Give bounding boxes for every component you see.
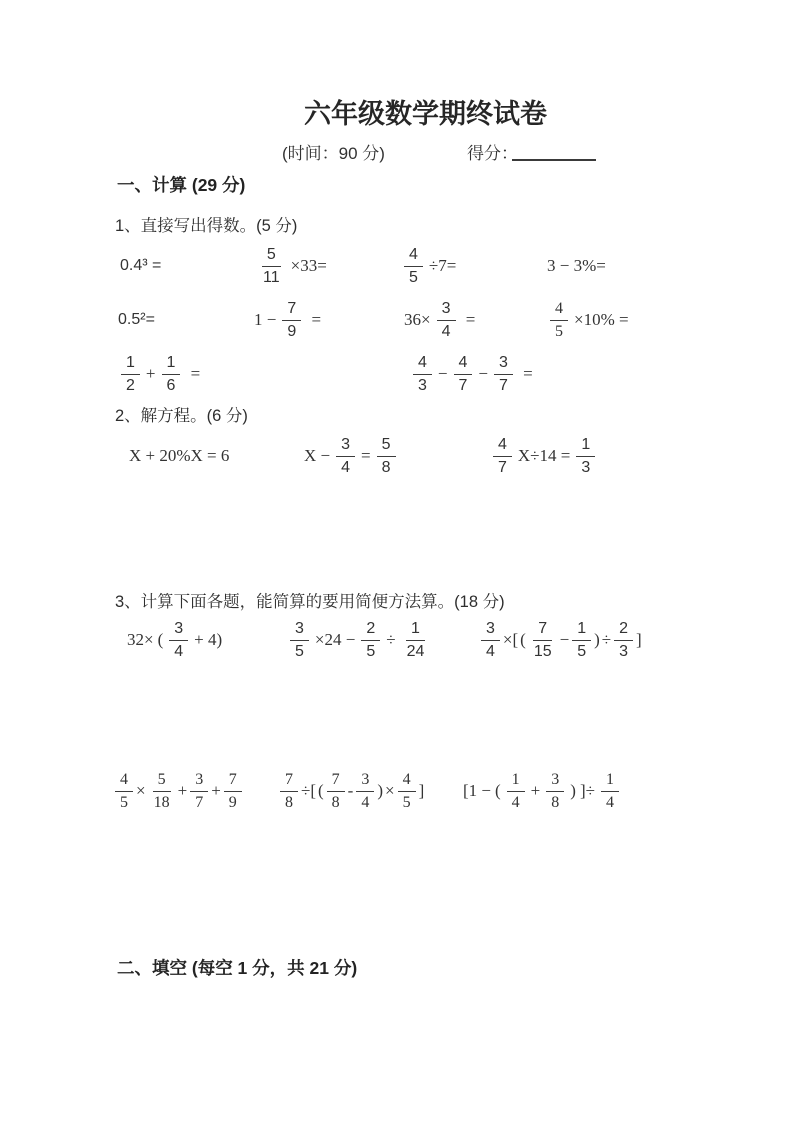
fraction-numerator: 7	[280, 771, 298, 792]
math-text: )	[570, 781, 576, 800]
fraction-numerator: 1	[406, 620, 425, 641]
fraction-denominator: 8	[551, 793, 560, 811]
question-1-label: 1、直接写出得数。(5 分)	[115, 217, 298, 235]
question-3-label: 3、计算下面各题，能简算的要用简便方法算。(18 分)	[115, 593, 505, 611]
time-limit-label: (时间：90 分)	[282, 144, 385, 163]
fraction-numerator: 3	[494, 354, 513, 375]
fraction	[361, 620, 380, 661]
fraction-numerator: 1	[121, 354, 140, 375]
math-text: (	[318, 781, 324, 800]
score-label: 得分：	[467, 144, 518, 163]
expression-q2c1	[127, 430, 231, 482]
math-text: ]÷	[579, 781, 595, 800]
fraction-numerator: 3	[546, 771, 564, 792]
fraction-numerator: 5	[153, 771, 171, 792]
math-text: 0.5²=	[118, 311, 155, 328]
fraction-denominator: 9	[228, 793, 237, 811]
fraction-numerator: 1	[162, 354, 181, 375]
expression-q1r2c4	[546, 294, 631, 346]
expression-q1r1c1	[118, 240, 163, 292]
math-text: +	[177, 781, 188, 800]
fraction	[546, 771, 564, 812]
expression-q3r1c3	[479, 614, 643, 666]
math-text: =	[461, 310, 476, 329]
fraction	[336, 436, 355, 477]
fraction	[404, 246, 423, 287]
fraction-denominator: 8	[285, 793, 293, 811]
fraction-numerator: 4	[115, 771, 133, 792]
math-text: ÷	[386, 630, 396, 649]
math-text: + 4)	[194, 630, 223, 649]
math-text: )	[594, 630, 600, 649]
fraction-numerator: 2	[361, 620, 380, 641]
math-text: ÷7=	[428, 256, 457, 275]
fraction-numerator: 4	[454, 354, 473, 375]
fraction-numerator: 1	[601, 771, 619, 792]
math-text: X −	[304, 446, 331, 465]
fraction-denominator: 4	[511, 793, 520, 811]
fraction	[377, 436, 396, 477]
math-text: ]	[636, 630, 642, 649]
expression-q3r1c2	[286, 614, 433, 666]
fraction	[398, 771, 416, 812]
fraction	[494, 354, 513, 395]
math-text: =	[361, 446, 371, 465]
math-text: [1 −	[463, 781, 491, 800]
fraction-numerator: 1	[572, 620, 591, 641]
fraction	[280, 771, 298, 812]
expression-q3r2c3	[461, 765, 623, 817]
fraction-numerator: 3	[481, 620, 500, 641]
math-text: 32×	[127, 630, 154, 649]
expression-q2c2	[302, 430, 400, 482]
question-2-label: 2、解方程。(6 分)	[115, 407, 248, 425]
fraction-denominator: 5	[577, 642, 587, 660]
fraction	[149, 771, 175, 812]
fraction-denominator: 24	[406, 642, 425, 660]
fraction	[507, 771, 525, 812]
math-text: =	[186, 364, 201, 383]
fraction-denominator: 5	[366, 642, 376, 660]
math-text: X + 20%X = 6	[129, 446, 230, 465]
fraction-numerator: 7	[327, 771, 345, 792]
math-text: =	[518, 364, 533, 383]
fraction-numerator: 4	[398, 771, 416, 792]
math-text: ×10% =	[574, 310, 629, 329]
fraction-denominator: 7	[499, 376, 508, 394]
math-text: +	[145, 364, 156, 383]
fraction	[454, 354, 473, 395]
fraction-numerator: 3	[336, 436, 355, 457]
fraction-denominator: 3	[418, 376, 427, 394]
fraction	[356, 771, 374, 812]
fraction	[529, 620, 557, 661]
fraction-numerator: 1	[507, 771, 525, 792]
fraction-denominator: 5	[555, 322, 563, 340]
fraction	[550, 300, 568, 341]
math-text: ×[	[502, 630, 519, 649]
expression-q1r3c2	[409, 348, 535, 400]
math-text: −	[478, 364, 488, 383]
fraction-numerator: 4	[413, 354, 432, 375]
fraction-numerator: 3	[290, 620, 309, 641]
math-text: (	[520, 630, 526, 649]
math-text: -	[347, 781, 354, 800]
expression-q2c3	[489, 430, 599, 482]
fraction-numerator: 1	[576, 436, 595, 457]
fraction-denominator: 5	[409, 268, 418, 286]
expression-q3r2c2	[278, 765, 425, 817]
fraction-numerator: 3	[437, 300, 456, 321]
fraction-denominator: 4	[441, 322, 451, 340]
fraction-denominator: 3	[619, 642, 629, 660]
fraction-denominator: 9	[287, 322, 297, 340]
score-blank-line	[512, 142, 596, 161]
fraction-numerator: 7	[224, 771, 242, 792]
expression-q1r2c2	[252, 294, 323, 346]
fraction-denominator: 7	[458, 376, 468, 394]
fraction	[115, 771, 133, 812]
math-text: (	[157, 630, 164, 649]
fraction-denominator: 5	[295, 642, 304, 660]
fraction-numerator: 3	[356, 771, 374, 792]
expression-q1r3c1	[117, 348, 202, 400]
fraction-denominator: 3	[581, 458, 591, 476]
fraction-denominator: 4	[605, 793, 614, 811]
fraction-denominator: 6	[166, 376, 176, 394]
fraction-denominator: 7	[195, 793, 204, 811]
fraction	[190, 771, 208, 812]
math-text: (	[495, 781, 501, 800]
fraction-denominator: 5	[120, 793, 128, 811]
expression-q1r1c4	[545, 240, 608, 292]
fraction-denominator: 11	[263, 268, 280, 286]
fraction	[572, 620, 591, 661]
fraction	[493, 436, 512, 477]
math-text: ×	[136, 781, 146, 800]
fraction-denominator: 15	[533, 642, 552, 660]
fraction-denominator: 4	[361, 793, 370, 811]
fraction-denominator: 7	[498, 458, 507, 476]
math-text: ×33=	[290, 256, 327, 275]
fraction-numerator: 7	[282, 300, 301, 321]
math-text: ×24 −	[314, 630, 356, 649]
fraction-denominator: 4	[341, 458, 351, 476]
fraction-denominator: 4	[174, 642, 184, 660]
math-text: ÷	[601, 630, 612, 649]
fraction-numerator: 7	[533, 620, 552, 641]
fraction-numerator: 4	[404, 246, 423, 267]
math-text: 0.4³ =	[120, 257, 162, 274]
math-text: 3 − 3%=	[547, 256, 606, 275]
math-text: ]	[418, 781, 425, 800]
expression-q1r2c3	[402, 294, 477, 346]
math-text: )	[377, 781, 384, 800]
math-text: +	[211, 781, 221, 800]
fraction-denominator: 8	[381, 458, 391, 476]
fraction	[282, 300, 301, 341]
fraction-numerator: 5	[377, 436, 396, 457]
math-text: −	[437, 364, 448, 383]
fraction	[402, 620, 430, 661]
math-text: −	[559, 630, 570, 649]
fraction	[481, 620, 500, 661]
math-text: 36×	[404, 310, 431, 329]
expression-q1r1c3	[400, 240, 458, 292]
fraction	[327, 771, 345, 812]
expression-q3r1c1	[125, 614, 224, 666]
expression-q1r2c1	[116, 294, 157, 346]
fraction	[290, 620, 309, 661]
fraction-numerator: 4	[493, 436, 512, 457]
fraction-denominator: 18	[153, 793, 170, 811]
math-text: ×	[385, 781, 395, 800]
math-text: X÷14 =	[517, 446, 571, 465]
fraction-numerator: 3	[169, 620, 188, 641]
fraction	[121, 354, 140, 395]
fraction-denominator: 4	[486, 642, 495, 660]
fraction-numerator: 2	[614, 620, 633, 641]
fraction-denominator: 5	[402, 793, 411, 811]
section-2-heading: 二、填空 (每空 1 分，共 21 分)	[117, 958, 358, 978]
fraction	[413, 354, 432, 395]
math-text: =	[307, 310, 322, 329]
fraction-numerator: 3	[190, 771, 208, 792]
fraction	[224, 771, 242, 812]
fraction	[437, 300, 456, 341]
fraction	[258, 246, 285, 287]
fraction	[576, 436, 595, 477]
expression-q1r1c2	[254, 240, 329, 292]
fraction-numerator: 4	[550, 300, 568, 321]
fraction	[601, 771, 619, 812]
fraction-numerator: 5	[262, 246, 281, 267]
fraction	[162, 354, 181, 395]
fraction	[169, 620, 188, 661]
math-text: ÷[	[301, 781, 316, 800]
fraction-denominator: 2	[126, 376, 135, 394]
section-1-heading: 一、计算 (29 分)	[117, 175, 246, 195]
fraction	[614, 620, 633, 661]
expression-q3r2c1	[113, 765, 244, 817]
fraction-denominator: 8	[331, 793, 340, 811]
math-text: 1 −	[254, 310, 277, 329]
exam-title: 六年级数学期终试卷	[304, 99, 547, 129]
math-text: +	[530, 781, 541, 800]
